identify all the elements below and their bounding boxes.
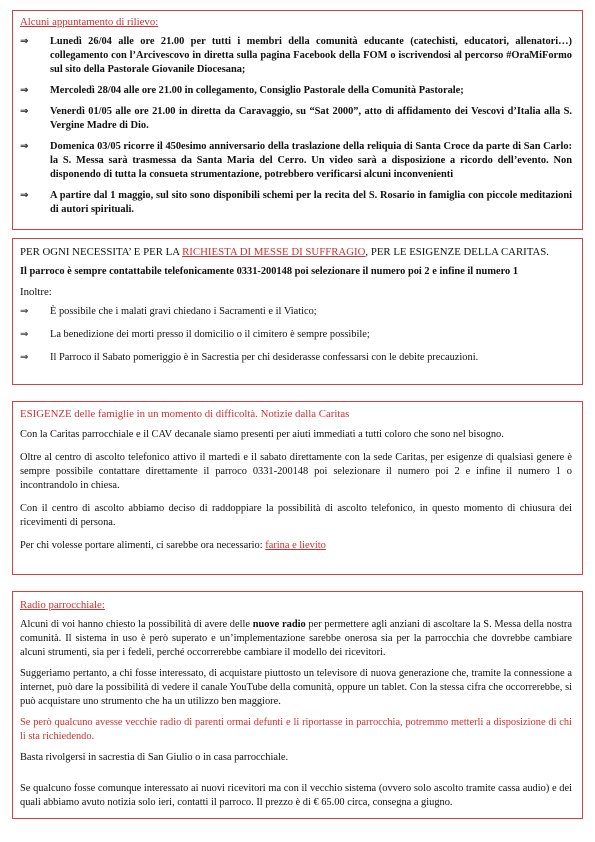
caritas-box — [12, 401, 583, 575]
phone-line: Il parroco è sempre contattabile telefonicamente 0331-200148 poi selezionare il numero poi 2 e infine il numero 1 — [20, 266, 519, 277]
caritas-title: ESIGENZE delle famiglie in un momento di difficoltà. Notizie dalla Caritas — [20, 408, 350, 420]
arrow-right-icon: ⇒ — [20, 106, 29, 117]
arrow-right-icon: ⇒ — [20, 329, 29, 340]
arrow-right-icon: ⇒ — [20, 306, 29, 317]
radio-paragraph — [20, 618, 572, 660]
radio-paragraph: Se qualcuno fosse comunque interessato ai nuovi ricevitori ma con il vecchio sistema (ovvero solo ascolto tramite cassa audio) e dei quali abbiamo avuto notizia solo ieri, contatti il parroco. Il prezzo è di € 65.00 circa, consegna a giugno. — [20, 783, 572, 808]
list-item — [20, 305, 572, 319]
spacer — [20, 772, 572, 782]
list-item-text: A partire dal 1 maggio, sul sito sono disponibili schemi per la recita del S. Rosario in famiglia con piccole meditazioni di autori spirituali. — [50, 190, 572, 215]
list-item — [20, 105, 572, 133]
mass-request-link[interactable]: RICHIESTA DI MESSE DI SUFFRAGIO — [182, 246, 366, 258]
radio-title: Radio parrocchiale: — [20, 599, 105, 611]
arrow-right-icon: ⇒ — [20, 190, 29, 201]
radio-box — [12, 591, 583, 819]
radio-text-bold: nuove radio — [252, 619, 306, 630]
list-item-text: Venerdì 01/05 alle ore 21.00 in diretta da Caravaggio, su “Sat 2000”, atto di affidamento dei Vescovi d’Italia alla S. Vergine Madre di Dio. — [50, 106, 572, 131]
needs-heading — [20, 245, 572, 259]
list-item — [20, 84, 572, 98]
radio-text: Alcuni di voi hanno chiesto la possibilità di avere delle — [20, 619, 253, 630]
appointments-box — [12, 10, 583, 230]
inoltre-label: Inoltre: — [20, 286, 52, 298]
list-item — [20, 35, 572, 77]
needs-heading-part: , PER LE ESIGENZE DELLA CARITAS. — [365, 246, 549, 258]
arrow-right-icon: ⇒ — [20, 85, 29, 96]
list-item — [20, 140, 572, 182]
food-needs-text: Per chi volesse portare alimenti, ci sarebbe ora necessario: — [20, 540, 266, 551]
caritas-paragraph: Oltre al centro di ascolto telefonico attivo il martedì e il sabato direttamente con la sede Caritas, per esigenze di qualsiasi genere è sempre possibile contattare direttamente il parroco 0331-200148 poi selezionare il numero poi 2 e infine il numero 1 o incontrandolo in chiesa. — [20, 452, 572, 491]
appointments-title: Alcuni appuntamento di rilievo: — [20, 16, 159, 28]
radio-paragraph: Basta rivolgersi in sacrestia di San Giulio o in casa parrocchiale. — [20, 752, 289, 763]
list-item — [20, 351, 572, 365]
arrow-right-icon: ⇒ — [20, 352, 29, 363]
list-item-text: Il Parroco il Sabato pomeriggio è in Sacrestia per chi desiderasse confessarsi con le debite precauzioni. — [50, 352, 479, 363]
radio-text: per permettere agli anziani di ascoltare la S. Messa della nostra comunità. Il sistema in uso è però superato e un’implementazione sarebbe onerosa sia per la parrocchia che dovrebbe cambiare alcuni strumenti, sia per i fedeli, perché occorrerebbe cambiare il modello dei ricevitori. — [20, 619, 572, 658]
list-item-text: Lunedì 26/04 alle ore 21.00 per tutti i membri della comunità educante (catechisti, educatori, allenatori…) collegamento con l’Arcivescovo in diretta sulla pagina Facebook della FOM o iscrivendosi al percorso #OraMiFormo sul sito della Pastorale Giovanile Diocesana; — [50, 36, 572, 75]
needs-heading-part: PER OGNI NECESSITA’ E PER LA — [20, 246, 183, 258]
food-needs-link[interactable]: farina e lievito — [265, 540, 326, 551]
radio-paragraph: Suggeriamo pertanto, a chi fosse interessato, di acquistare piuttosto un televisore di nuova generazione che, tramite la connessione a internet, può dare la possibilità di vedere il canale YouTube della comunità, oppure un tablet. Con la stessa cifra che occorrerebbe, si può acquistare uno strumento che ha un utilizzo ben maggiore. — [20, 668, 572, 707]
list-item — [20, 328, 572, 342]
arrow-right-icon: ⇒ — [20, 141, 29, 152]
needs-box — [12, 238, 583, 385]
radio-paragraph-highlight: Se però qualcuno avesse vecchie radio di parenti ormai defunti e li riportasse in parrocchia, potremmo metterli a disposizione di chi li sta richiedendo. — [20, 717, 572, 742]
list-item-text: Mercoledì 28/04 alle ore 21.00 in collegamento, Consiglio Pastorale della Comunità Pastorale; — [50, 85, 464, 96]
arrow-right-icon: ⇒ — [20, 36, 29, 47]
caritas-paragraph: Con la Caritas parrocchiale e il CAV decanale siamo presenti per aiuti immediati a tutti coloro che sono nel bisogno. — [20, 429, 504, 440]
list-item-text: Domenica 03/05 ricorre il 450esimo anniversario della traslazione della reliquia di Santa Croce da parte di San Carlo: la S. Messa sarà trasmessa da Santa Maria del Cerro. Un video sarà a disposizione a ricordo dell’evento. Non disponendo di tutta la consueta strumentazione, potrebbero verificarsi alcuni inconvenienti — [50, 141, 572, 180]
caritas-paragraph — [20, 539, 572, 553]
caritas-paragraph: Con il centro di ascolto abbiamo deciso di raddoppiare la possibilità di ascolto telefonico, in questo momento di chiusura dei ricevimenti di persona. — [20, 503, 572, 528]
list-item — [20, 189, 572, 217]
list-item-text: È possibile che i malati gravi chiedano i Sacramenti e il Viatico; — [50, 306, 317, 317]
list-item-text: La benedizione dei morti presso il domicilio o il cimitero è sempre possibile; — [50, 329, 370, 340]
